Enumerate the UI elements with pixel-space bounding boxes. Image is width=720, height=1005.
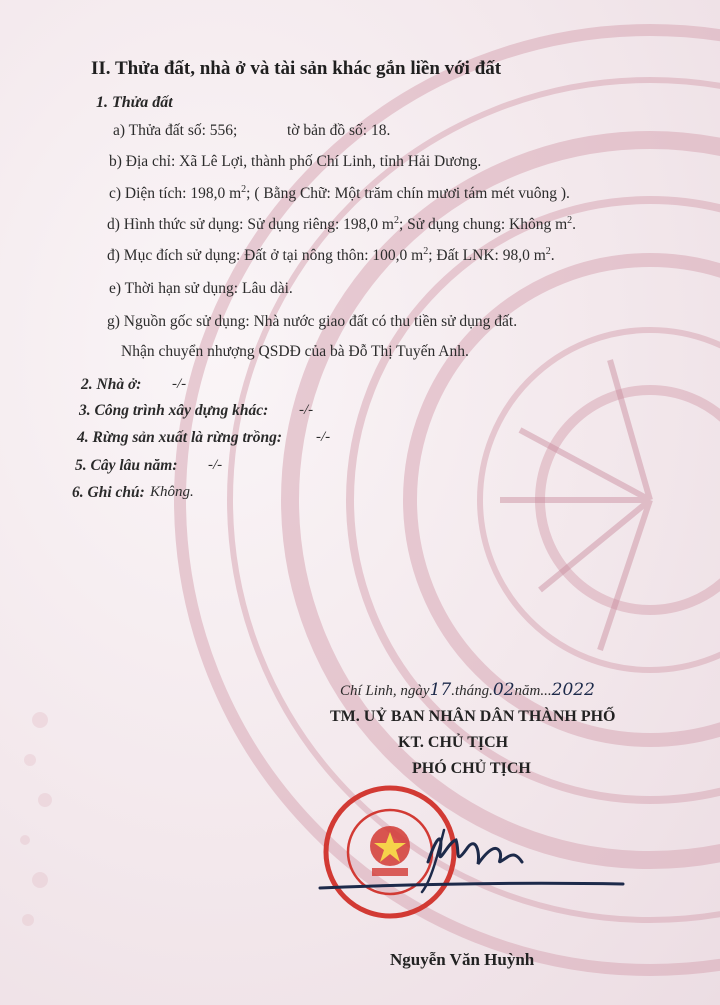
forest-value: -/- [316, 429, 331, 445]
other-works-label: 3. Công trình xây dựng khác: [79, 402, 269, 419]
handwritten-signature [318, 822, 628, 902]
deputy-for-chairman: KT. CHỦ TỊCH [398, 734, 509, 751]
usage-origin: g) Nguồn gốc sử dụng: Nhà nước giao đất có thu tiền sử dụng đất. [107, 313, 518, 330]
note-label: 6. Ghi chú: [72, 484, 145, 501]
usage-private: d) Hình thức sử dụng: Sử dụng riêng: 198,0 m [107, 216, 394, 234]
superscript: 2 [393, 215, 399, 226]
superscript: 2 [423, 246, 429, 257]
parcel-area [109, 184, 570, 203]
issue-year: 2022 [551, 680, 595, 700]
superscript: 2 [567, 215, 573, 226]
house-label: 2. Nhà ở: [81, 376, 142, 393]
perennial-trees-label: 5. Cây lâu năm: [75, 457, 178, 474]
note-value: Không. [150, 484, 194, 500]
usage-origin-transfer: Nhận chuyển nhượng QSDĐ của bà Đỗ Thị Tuyến Anh. [121, 343, 469, 360]
year-label: năm... [514, 683, 552, 699]
parcel-number-label: a) Thửa đất số: 556; [113, 122, 238, 139]
purpose-residential: đ) Mục đích sử dụng: Đất ở tại nông thôn: 100,0 m [107, 247, 424, 265]
issue-place: Chí Linh, ngày [340, 683, 430, 699]
month-label: .tháng. [451, 683, 493, 699]
superscript: 2 [241, 184, 247, 195]
other-works-value: -/- [299, 402, 314, 418]
period: . [572, 216, 576, 234]
signer-name: Nguyễn Văn Huỳnh [390, 950, 535, 969]
issue-day: 17 [429, 680, 452, 700]
purpose-lnk: ; Đất LNK: 98,0 m [428, 247, 546, 265]
parcel-area-words: ; ( Bằng Chữ: Một trăm chín mươi tám mét vuông ). [246, 185, 570, 203]
parcel-area-value: c) Diện tích: 198,0 m [109, 185, 242, 203]
parcel-address: b) Địa chỉ: Xã Lê Lợi, thành phố Chí Linh, tỉnh Hải Dương. [109, 153, 482, 170]
usage-shared: ; Sử dụng chung: Không m [398, 216, 568, 234]
issue-month: 02 [492, 680, 515, 700]
vice-chairman-title: PHÓ CHỦ TỊCH [412, 760, 531, 777]
usage-term: e) Thời hạn sử dụng: Lâu dài. [109, 280, 293, 297]
forest-label: 4. Rừng sản xuất là rừng trồng: [77, 429, 283, 446]
map-sheet-number: tờ bản đồ số: 18. [287, 122, 391, 139]
period: . [550, 247, 555, 265]
house-value: -/- [172, 376, 187, 392]
authority-line: TM. UỶ BAN NHÂN DÂN THÀNH PHỐ [330, 708, 616, 725]
usage-purpose [107, 246, 555, 265]
parcel-heading: 1. Thửa đất [96, 94, 173, 111]
parcel-number [113, 122, 237, 140]
superscript: 2 [545, 246, 551, 257]
issue-date [340, 680, 595, 700]
perennial-trees-value: -/- [208, 457, 223, 473]
usage-form [107, 215, 576, 234]
section-title: II. Thửa đất, nhà ở và tài sản khác gắn liền với đất [91, 58, 502, 79]
